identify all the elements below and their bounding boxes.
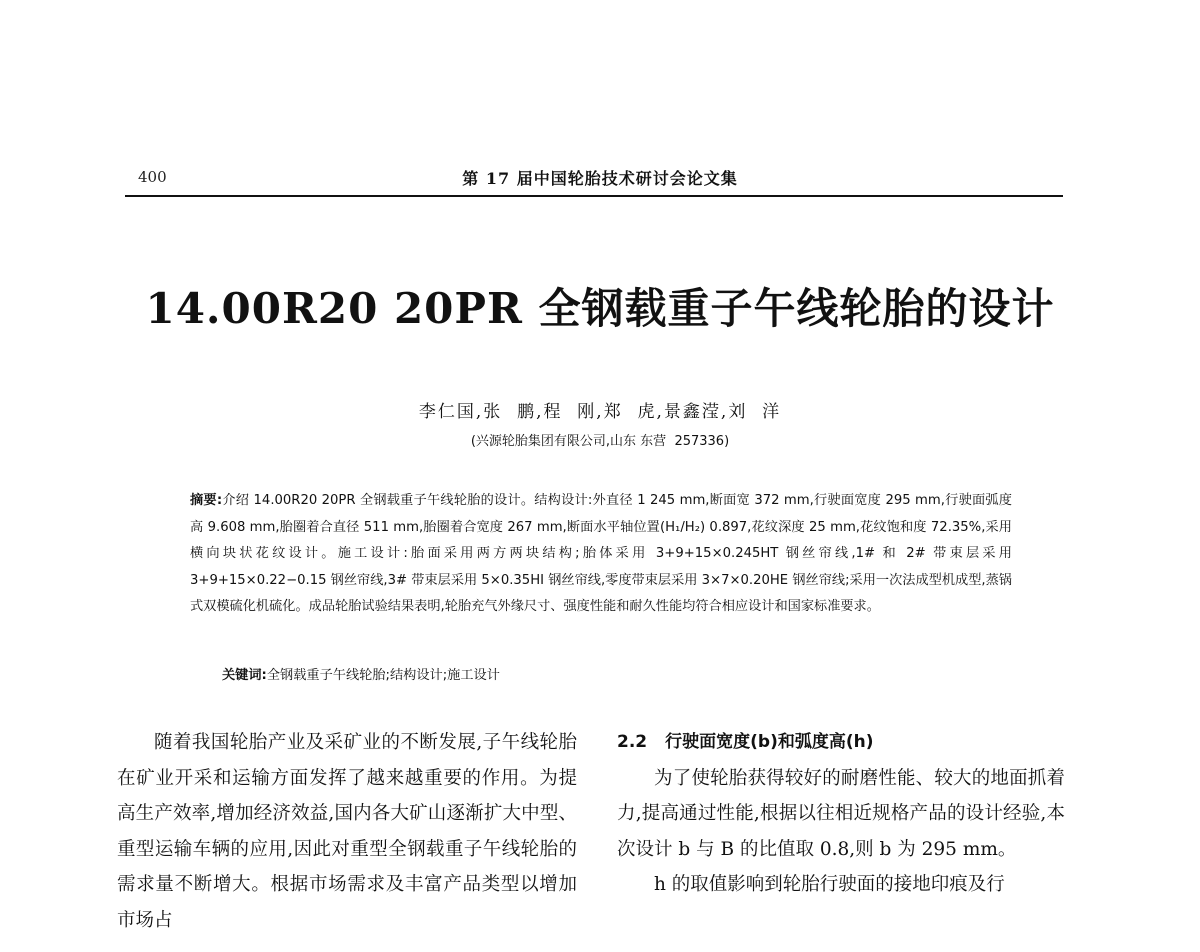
running-title: 第 17 届中国轮胎技术研讨会论文集 (462, 169, 738, 188)
body-right-column (617, 725, 1065, 903)
abstract (190, 488, 1012, 621)
section-heading (617, 725, 1065, 761)
body-left-column (117, 725, 577, 938)
body-paragraph: 为了使轮胎获得较好的耐磨性能、较大的地面抓着力,提高通过性能,根据以往相近规格产品的设计经验,本次设计 b 与 B 的比值取 0.8,则 b 为 295 mm。 (617, 767, 1065, 860)
section-number: 2.2 (617, 732, 648, 752)
keywords-label: 关键词: (222, 668, 267, 683)
authors: 李仁国,张 鹏,程 刚,郑 虎,景鑫滢,刘 洋 (418, 402, 782, 422)
keywords (222, 664, 500, 683)
keywords-text: 全钢载重子午线轮胎;结构设计;施工设计 (266, 668, 500, 683)
affiliation: (兴源轮胎集团有限公司,山东 东营 257336) (470, 434, 730, 449)
header-rule (125, 195, 1063, 197)
abstract-label: 摘要: (190, 493, 223, 508)
abstract-text: 介绍 14.00R20 20PR 全钢载重子午线轮胎的设计。结构设计:外直径 1 245 mm,断面宽 372 mm,行驶面宽度 295 mm,行驶面弧度高 9.608 mm,胎圈着合直径 511 mm,胎圈着合宽度 267 mm,断面水平轴位置(H₁/H₂) 0.897,花纹深度 25 mm,花纹饱和度 72.35%,采用横向块状花纹设计。施工设计:胎面采用两方两块结构;胎体采用 3+9+15×0.245HT 钢丝帘线,1# 和 2# 带束层采用 3+9+15×0.22−0.15 钢丝帘线,3# 带束层采用 5×0.35HI 钢丝帘线,零度带束层采用 3×7×0.20HE 钢丝帘线;采用一次法成型机成型,蒸锅式双模硫化机硫化。成品轮胎试验结果表明,轮胎充气外缘尺寸、强度性能和耐久性能均符合相应设计和国家标准要求。 (190, 493, 1012, 614)
page-number: 400 (138, 168, 167, 186)
intro-paragraph: 随着我国轮胎产业及采矿业的不断发展,子午线轮胎在矿业开采和运输方面发挥了越来越重要的作用。为提高生产效率,增加经济效益,国内各大矿山逐渐扩大中型、重型运输车辆的应用,因此对重型全钢载重子午线轮胎的需求量不断增大。根据市场需求及丰富产品类型以增加市场占 (117, 732, 577, 931)
section-title: 行驶面宽度(b)和弧度高(h) (665, 732, 874, 752)
body-paragraph: h 的取值影响到轮胎行驶面的接地印痕及行 (654, 874, 1005, 895)
paper-title: 14.00R20 20PR 全钢载重子午线轮胎的设计 (145, 284, 1055, 333)
